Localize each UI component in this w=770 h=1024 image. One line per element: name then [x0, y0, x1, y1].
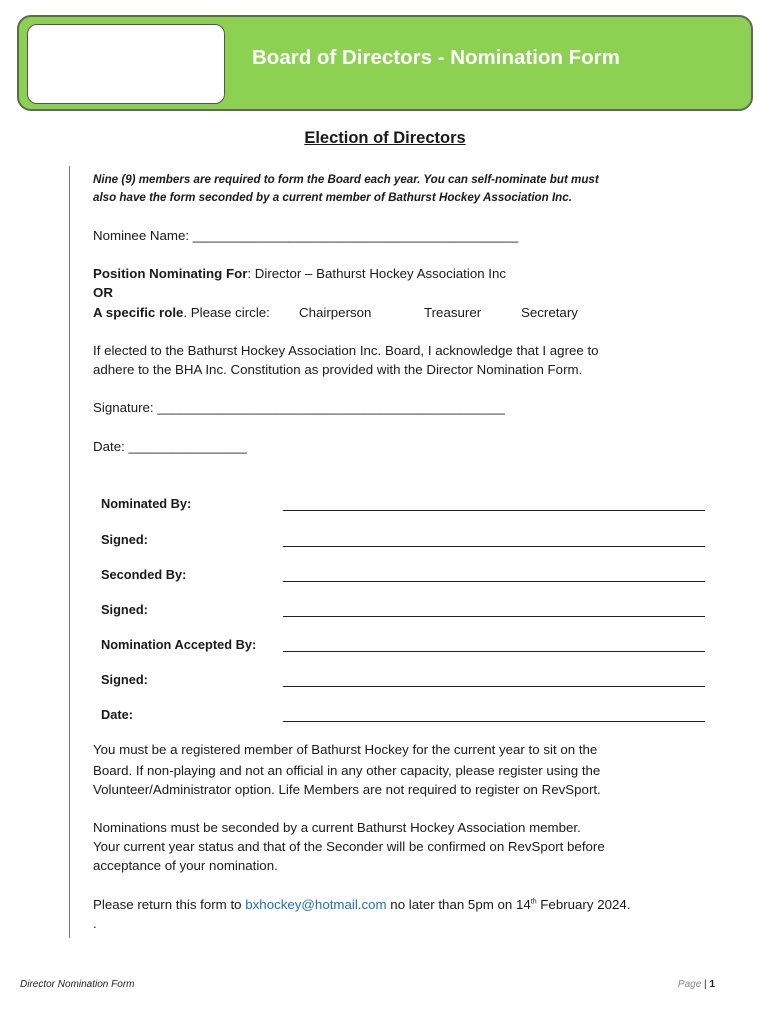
- form-title: Board of Directors - Nomination Form: [252, 46, 620, 69]
- sign-row-label: Signed:: [101, 602, 148, 617]
- sign-row-label: Signed:: [101, 532, 148, 547]
- sign-row-label: Nominated By:: [101, 496, 192, 511]
- sign-row-nominated-by[interactable]: [101, 496, 705, 516]
- sign-row-label: Date:: [101, 707, 133, 722]
- role-treasurer[interactable]: Treasurer: [424, 305, 482, 320]
- header-banner: [17, 15, 753, 111]
- sign-row-label: Signed:: [101, 672, 148, 687]
- position-label: Position Nominating For: [93, 266, 248, 281]
- sign-row-line[interactable]: [283, 616, 705, 617]
- date-suffix: th: [530, 898, 537, 906]
- trailing-dot: .: [93, 916, 97, 931]
- nominee-name-blank: ____________________________________________: [192, 228, 519, 243]
- date-label: Date:: [93, 439, 129, 454]
- signature-blank: _______________________________________________: [157, 400, 505, 415]
- specific-role-line: [93, 303, 613, 323]
- page-label: Page: [677, 979, 702, 990]
- nominee-name-label: Nominee Name:: [93, 228, 193, 243]
- date-blank: ________________: [128, 439, 247, 454]
- return-middle: no later than 5pm on 14: [386, 897, 531, 912]
- role-chairperson[interactable]: Chairperson: [299, 305, 372, 320]
- specific-role-label: A specific role: [93, 305, 184, 320]
- membership-line-3: Volunteer/Administrator option. Life Members are not required to register on RevSport.: [93, 782, 601, 797]
- membership-line-1: You must be a registered member of Bathurst Hockey for the current year to sit on the: [93, 742, 598, 757]
- sign-row-signed-2[interactable]: [101, 602, 705, 622]
- specific-role-text: . Please circle:: [183, 305, 270, 320]
- sign-row-line[interactable]: [283, 651, 705, 652]
- sign-row-accepted-by[interactable]: [101, 637, 705, 657]
- sign-row-line[interactable]: [283, 510, 705, 511]
- footer-page-number: [678, 979, 715, 990]
- seconding-line-3: acceptance of your nomination.: [93, 858, 278, 873]
- position-line: [93, 264, 506, 283]
- date-field[interactable]: [93, 437, 247, 456]
- nominee-name-field[interactable]: [93, 226, 518, 245]
- page-separator: |: [701, 979, 710, 990]
- seconding-line-2: Your current year status and that of the Seconder will be confirmed on RevSport before: [93, 839, 605, 854]
- return-instructions: [93, 895, 630, 914]
- logo-placeholder: [27, 24, 225, 104]
- return-prefix: Please return this form to: [93, 897, 246, 912]
- left-margin-rule: [69, 166, 70, 938]
- section-heading: Election of Directors: [304, 129, 466, 147]
- intro-line-2: also have the form seconded by a current member of Bathurst Hockey Association Inc.: [93, 191, 572, 204]
- role-secretary[interactable]: Secretary: [521, 305, 578, 320]
- sign-row-signed-1[interactable]: [101, 532, 705, 552]
- sign-row-seconded-by[interactable]: [101, 567, 705, 587]
- sign-row-line[interactable]: [283, 721, 705, 722]
- sign-row-line[interactable]: [283, 546, 705, 547]
- seconding-line-1: Nominations must be seconded by a current Bathurst Hockey Association member.: [93, 820, 581, 835]
- sign-row-line[interactable]: [283, 686, 705, 687]
- footer-document-name: Director Nomination Form: [20, 979, 135, 990]
- position-value: : Director – Bathurst Hockey Association Inc: [247, 266, 507, 281]
- page-number: 1: [709, 979, 715, 990]
- acknowledge-line-2: adhere to the BHA Inc. Constitution as provided with the Director Nomination Form.: [93, 362, 583, 377]
- sign-row-line[interactable]: [283, 581, 705, 582]
- sign-row-label: Nomination Accepted By:: [101, 637, 257, 652]
- sign-row-label: Seconded By:: [101, 567, 187, 582]
- return-suffix: February 2024.: [536, 897, 631, 912]
- or-label: OR: [93, 285, 113, 300]
- signature-field[interactable]: [93, 398, 505, 417]
- membership-line-2: Board. If non-playing and not an official in any other capacity, please register using the: [93, 763, 601, 778]
- sign-row-date[interactable]: [101, 707, 705, 727]
- intro-line-1: Nine (9) members are required to form the Board each year. You can self-nominate but must: [93, 173, 599, 186]
- email-link[interactable]: bxhockey@hotmail.com: [245, 897, 387, 912]
- sign-row-signed-3[interactable]: [101, 672, 705, 692]
- signature-label: Signature:: [93, 400, 158, 415]
- acknowledge-line-1: If elected to the Bathurst Hockey Association Inc. Board, I acknowledge that I agree to: [93, 343, 599, 358]
